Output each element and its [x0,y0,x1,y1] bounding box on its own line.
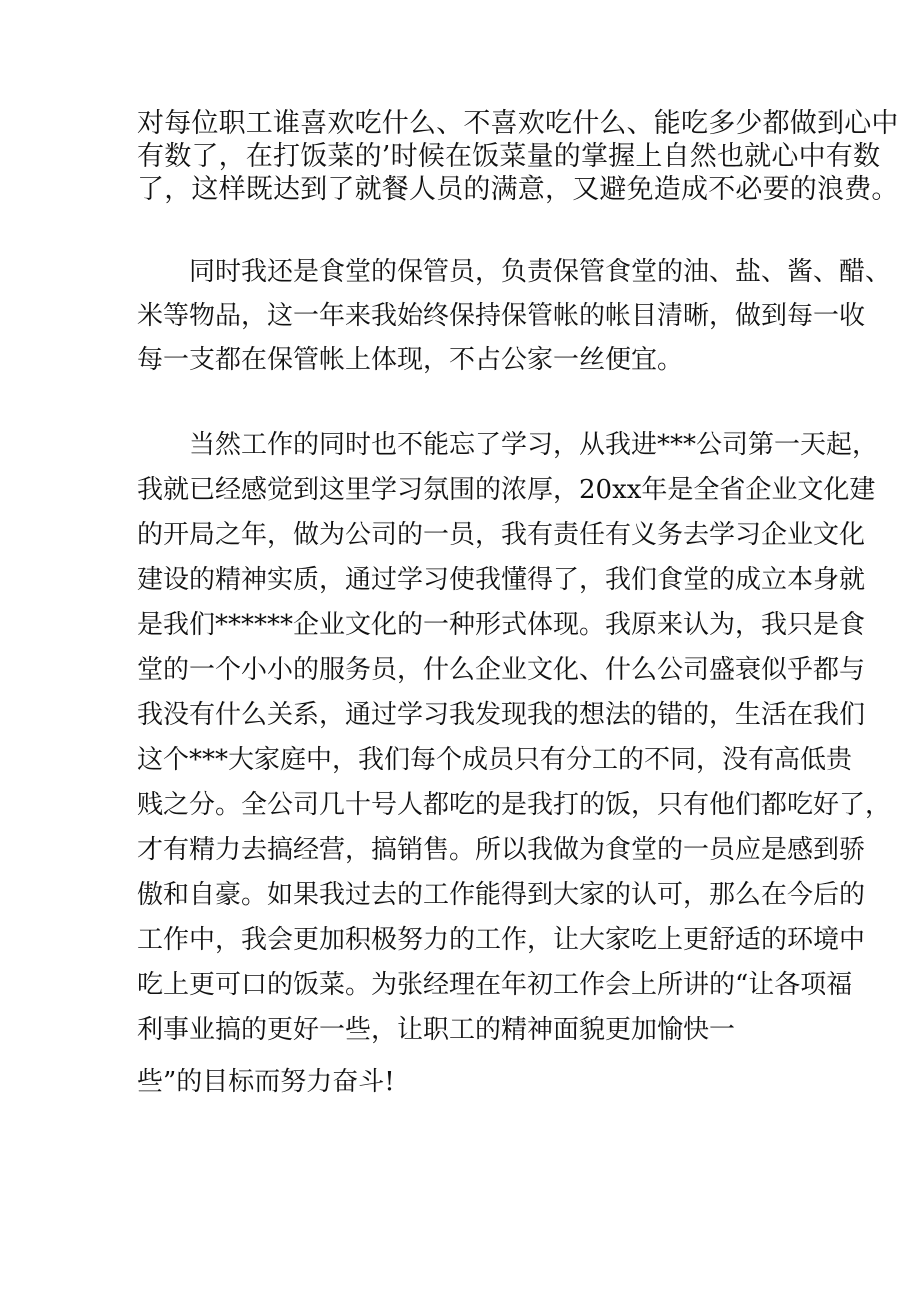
paragraph-closing [137,1062,787,1102]
text-line: 是我们******企业文化的一种形式体现。我原来认为，我只是食 [137,610,866,640]
text-line: 建设的精神实质，通过学习使我懂得了，我们食堂的成立本身就 [137,565,866,595]
text-line: 有数了，在打饭菜的’时候在饭菜量的掌握上自然也就心中有数 [137,141,881,172]
text-line: 对每位职工谁喜欢吃什么、不喜欢吃什么、能吃多少都做到心中 [137,108,899,139]
text-line: 同时我还是食堂的保管员，负责保管食堂的油、盐、酱、醋、 [189,257,892,287]
text-line: 利事业搞的更好一些，让职工的精神面貌更加愉快一 [137,1015,736,1045]
text-line: 些”的目标而努力奋斗! [137,1067,395,1097]
text-line: 了，这样既达到了就餐人员的满意，又避免造成不必要的浪费。 [137,174,899,205]
text-line: 贱之分。全公司几十号人都吃的是我打的饭，只有他们都吃好了， [137,790,892,820]
text-line: 我就已经感觉到这里学习氛围的浓厚，20xx年是全省企业文化建 [137,475,876,505]
paragraph-meal-portions [137,107,899,206]
text-line: 的开局之年，做为公司的一员，我有责任有义务去学习企业文化 [137,520,866,550]
text-line: 这个***大家庭中，我们每个成员只有分工的不同，没有高低贵 [137,745,853,775]
text-line: 才有精力去搞经营，搞销售。所以我做为食堂的一员应是感到骄 [137,835,866,865]
text-line: 吃上更可口的饭菜。为张经理在年初工作会上所讲的“让各项福 [137,970,853,1000]
text-line: 每一支都在保管帐上体现，不占公家一丝便宜。 [137,345,684,375]
text-line: 当然工作的同时也不能忘了学习，从我进***公司第一天起， [189,430,879,460]
text-line: 我没有什么关系，通过学习我发现我的想法的错的，生活在我们 [137,700,866,730]
paragraph-storekeeper [137,250,892,382]
text-line: 米等物品，这一年来我始终保持保管帐的帐目清晰，做到每一收 [137,301,866,331]
text-line: 堂的一个小小的服务员，什么企业文化、什么公司盛衰似乎都与 [137,655,866,685]
text-line: 工作中，我会更加积极努力的工作，让大家吃上更舒适的环境中 [137,925,866,955]
paragraph-learning [137,423,892,1053]
text-line: 傲和自豪。如果我过去的工作能得到大家的认可，那么在今后的 [137,880,866,910]
